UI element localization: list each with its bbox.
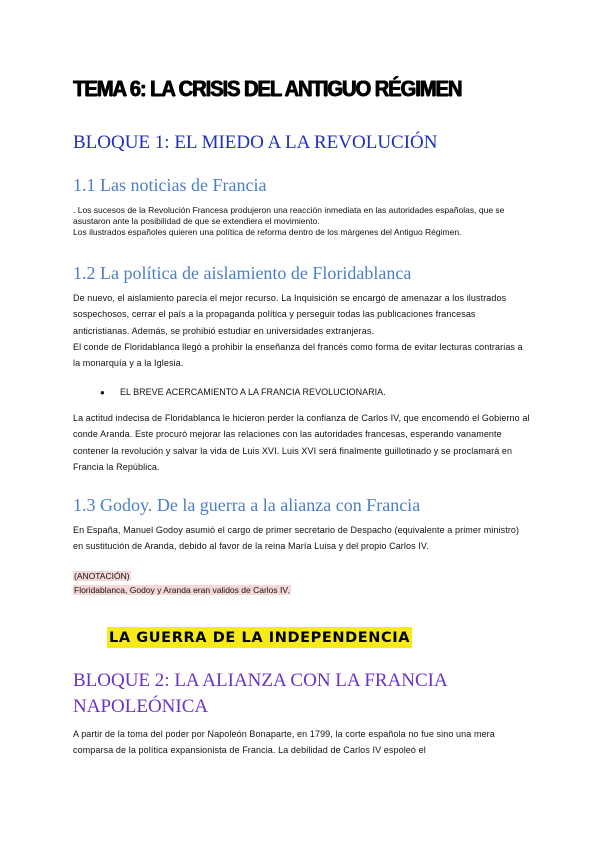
section-1-1-paragraph-a: . Los sucesos de la Revolución Francesa produjeron una reacción inmediata en las autoridades españolas, que se asustaron ante la posibilidad de que se extendiera el movimiento. (73, 205, 505, 226)
bullet-text: EL BREVE ACERCAMIENTO A LA FRANCIA REVOLUCIONARIA. (120, 387, 386, 397)
section-1-2-heading: 1.2 La política de aislamiento de Floridablanca (73, 263, 412, 283)
annotation-block (73, 569, 513, 597)
bullet-dot-icon: ● (100, 388, 105, 397)
section-1-1-heading: 1.1 Las noticias de Francia (73, 175, 267, 195)
section-1-1-body (73, 205, 533, 238)
section-1-1-paragraph-b: Los ilustrados españoles quieren una política de reforma dentro de los márgenes del Antiguo Régimen. (73, 227, 462, 237)
bloque-2-heading: BLOQUE 2: LA ALIANZA CON LA FRANCIA NAPOLEÓNICA (73, 670, 447, 717)
bloque-2-paragraph: A partir de la toma del poder por Napoleón Bonaparte, en 1799, la corte española no fue sino una mera comparsa de la política expansionista de Francia. La debilidad de Carlos IV espoleó el (73, 729, 495, 756)
section-1-2-paragraph-b: El conde de Floridablanca llegó a prohibir la enseñanza del francés como forma de evitar lecturas contrarias a la monarquía y a la Iglesia. (73, 341, 523, 369)
section-1-3-paragraph: En España, Manuel Godoy asumió el cargo de primer secretario de Despacho (equivalente a primer ministro) en sustitución de Aranda, debido al favor de la reina María Luisa y del propio Carlos IV. (73, 525, 520, 552)
bloque-1-heading: BLOQUE 1: EL MIEDO A LA REVOLUCIÓN (73, 132, 438, 153)
section-1-2-paragraph-a: De nuevo, el aislamiento parecía el mejor recurso. La Inquisición se encargó de amenazar a los ilustrados sospechosos, cerrar el país a la propaganda política y perseguir todas las publicaciones francesas anticristianas. Además, se prohibió estudiar en universidades extranjeras. (73, 293, 507, 336)
section-1-3-heading: 1.3 Godoy. De la guerra a la alianza con Francia (73, 495, 421, 515)
annotation-text: Floridablanca, Godoy y Aranda eran validos de Carlos IV. (74, 585, 290, 595)
guerra-independencia-heading: LA GUERRA DE LA INDEPENDENCIA (107, 627, 412, 648)
section-1-2-body (73, 290, 531, 371)
annotation-label: (ANOTACIÓN) (74, 571, 130, 581)
page-title: TEMA 6: LA CRISIS DEL ANTIGUO RÉGIMEN (73, 76, 462, 101)
bullet-item (100, 385, 520, 400)
section-1-2-paragraph-c: La actitud indecisa de Floridablanca le hicieron perder la confianza de Carlos IV, que encomendó el Gobierno al conde Aranda. Este procuró mejorar las relaciones con las autoridades francesas, esperando vanamente contener la revolución y salvar la vida de Luis XVI. Luis XVI será finalmente guillotinado y se proclamará en Francia la República. (73, 413, 530, 472)
